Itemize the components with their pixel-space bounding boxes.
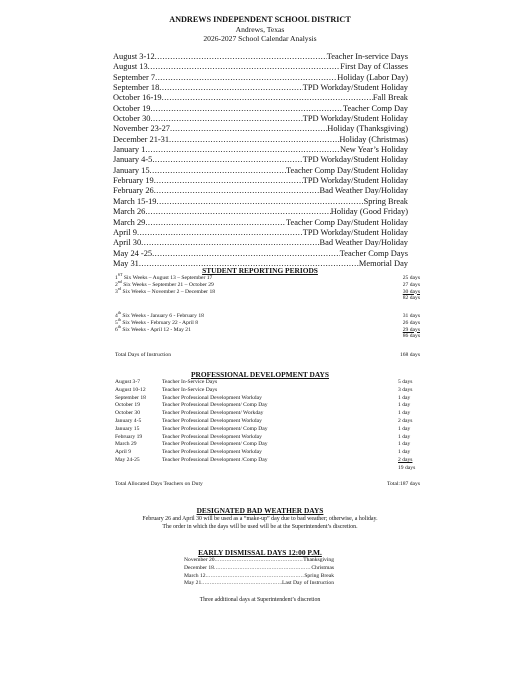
event-date: March 29 [113,217,146,227]
dot-leader [145,207,330,217]
calendar-event-row [113,93,408,103]
pd-row [115,457,420,465]
calendar-event-row [113,145,408,155]
event-date: February 26 [113,186,154,196]
event-date: September 18 [113,83,160,93]
semester-total-row [115,333,420,340]
district-name: ANDREWS INDEPENDENT SCHOOL DISTRICT [169,15,351,24]
dismissal-reason: Spring Break [304,572,334,579]
pd-description: Teacher Professional Development Workday [162,417,262,424]
bad-weather-line-2: The order in which the days will be used will be at the Superintendent’s discretion. [162,524,358,530]
calendar-event-row [113,114,408,124]
pd-description: Teacher Professional Development/ Workday [162,410,264,417]
period-range: Six Weeks – November 2 – December 18 [121,288,216,295]
event-description: Bad Weather Day/Holiday [319,186,408,196]
dot-leader [152,249,340,259]
event-description: TPD Workday/Student Holiday [302,83,408,93]
pd-days: 1 day [398,425,411,432]
period-ordinal: 5 [115,319,118,326]
dot-leader [141,238,319,248]
period-days: 30 days [402,288,420,295]
event-description: Bad Weather Day/Holiday [319,238,408,248]
period-ordinal-suffix: th [117,323,121,329]
pd-row [115,402,420,410]
period-ordinal-suffix: nd [117,278,122,284]
total-allocated-row [115,481,420,488]
calendar-event-row [113,186,408,196]
pd-description: Teacher Professional Development Workday [162,449,262,456]
pd-subtotal-row [115,465,420,473]
period-label [115,272,213,282]
period-label [115,285,216,296]
pd-days: 5 days [398,379,413,385]
event-date: October 30 [113,114,151,124]
pd-description: Teacher Professional Development Workday [162,433,262,440]
period-ordinal-suffix: rd [117,285,122,291]
dot-leader [152,155,302,165]
event-date: October 19 [113,103,151,113]
period-label [115,316,199,327]
reporting-period-row [115,323,420,334]
dot-leader [215,557,304,565]
dot-leader [201,580,282,588]
first-semester-periods [115,272,420,302]
calendar-event-row [113,135,408,145]
event-description: Spring Break [363,196,408,206]
period-ordinal: 3 [115,288,118,295]
event-date: August 13 [113,62,148,72]
period-ordinal-suffix: th [117,316,121,322]
dot-leader [145,145,340,155]
reporting-period-row [115,310,420,320]
pd-days: 1 day [398,433,411,440]
pd-description: Teacher In-Service Days [162,386,218,393]
period-ordinal: 6 [115,326,118,333]
calendar-event-row [113,62,408,72]
pd-row [115,449,420,457]
pd-days: 1 day [398,410,411,417]
pd-days: 1 day [398,402,411,409]
pd-date: September 18 [115,394,146,401]
district-location: Andrews, Texas [235,25,285,34]
pd-row [115,379,420,387]
period-label [115,323,191,334]
period-days: 29 days [402,326,420,333]
pd-days: 3 days [398,386,413,393]
calendar-event-row [113,218,408,228]
period-ordinal-suffix: ST [117,272,123,278]
calendar-event-row [113,52,408,62]
pd-days: 1 day [398,441,411,448]
semester-total-row [115,295,420,302]
dismissal-date: March 12 [184,572,206,579]
event-description: First Day of Classes [340,62,408,72]
pd-description: Teacher Professional Development Workday [162,394,262,401]
dismissal-date: May 21 [184,580,202,587]
total-instruction-label: Total Days of Instruction [115,352,171,358]
pd-description: Teacher In-Service Days [162,379,218,385]
bad-weather-title: DESIGNATED BAD WEATHER DAYS [196,506,324,515]
period-ordinal-suffix: th [117,310,121,316]
calendar-event-row [113,73,408,83]
pd-date: January 4-5 [115,417,142,424]
event-description: TPD Workday/Student Holiday [302,155,408,165]
event-date: January 4-5 [113,155,153,165]
professional-development-table [115,379,420,473]
period-ordinal: 1 [115,275,118,281]
period-days: 31 days [402,313,420,319]
pd-date: May 24-25 [115,456,140,463]
event-description: Teacher In-service Days [326,52,408,61]
dismissal-reason: Thanksgiving [303,557,334,563]
calendar-event-row [113,249,408,259]
pd-row [115,426,420,434]
pd-date: April 9 [115,449,132,456]
event-description: Teacher Comp Day [343,103,408,113]
calendar-event-row [113,166,408,176]
period-range: Six Weeks - February 22 - April 8 [120,319,199,326]
event-description: TPD Workday/Student Holiday [302,114,408,124]
period-range: Six Weeks - January 6 - February 18 [120,313,204,319]
dismissal-reason: Last Day of Instruction [281,580,334,587]
event-date: January 1 [113,145,146,155]
period-days: 25 days [402,275,420,281]
calendar-event-row [113,228,408,238]
event-description: Memorial Day [358,258,408,268]
dot-leader [155,52,327,62]
event-date: March 26 [113,207,146,217]
period-range: Six Weeks – August 13 – September 17 [122,275,213,281]
period-days: 27 days [402,281,420,288]
pd-subtotal: 19 days [398,464,416,471]
period-ordinal: 2 [115,281,118,288]
dot-leader [155,73,337,83]
event-date: August 3-12 [113,52,155,61]
calendar-event-row [113,197,408,207]
second-semester-periods [115,310,420,340]
event-description: TPD Workday/Student Holiday [302,176,408,186]
period-range: Six Weeks - April 12 - May 21 [120,326,191,333]
total-allocated-label: Total Allocated Days Teachers on Duty [115,481,203,487]
event-date: March 15-19 [113,196,157,206]
semester-total-days: 86 days [402,333,420,340]
period-label [115,310,204,320]
pd-days: 1 day [398,394,411,401]
dot-leader [162,93,373,103]
event-description: Teacher Comp Day/Student Holiday [286,165,408,175]
event-date: February 19 [113,176,154,186]
dismissal-date: November 20 [184,557,215,563]
event-date: November 23-27 [113,124,170,134]
early-dismissal-row [184,580,334,588]
pd-date: August 3-7 [115,379,141,385]
pd-days: 2 days [398,417,413,424]
dot-leader [137,228,303,238]
event-date: April 9 [113,227,137,237]
bad-weather-line-1: February 26 and April 30 will be used as a “make-up” day due to bad weather; otherwise, a holiday. [142,516,378,522]
event-description: Teacher Comp Days [339,248,408,258]
calendar-event-row [113,155,408,165]
spacer [115,465,162,473]
event-date: April 30 [113,238,142,248]
event-date: October 16-19 [113,93,162,103]
early-dismissal-row [184,557,334,565]
dot-leader [214,565,311,573]
event-description: New Year’s Holiday [340,145,408,155]
dot-leader [154,176,303,186]
pd-date: January 15 [115,425,140,432]
spacer [162,465,398,473]
pd-date: February 19 [115,433,143,440]
event-date: May 24 -25 [113,248,153,258]
event-date: January 15 [113,165,150,175]
calendar-event-row [113,176,408,186]
semester-total-days: 82 days [402,295,420,302]
reporting-periods-title: STUDENT REPORTING PERIODS [202,266,318,275]
calendar-events-list [113,52,408,269]
dismissal-reason: Christmas [311,564,334,571]
reporting-period-row [115,272,420,282]
event-date: September 7 [113,72,156,82]
total-instruction-row [115,352,420,359]
calendar-event-row [113,238,408,248]
period-days: 26 days [402,319,420,326]
early-dismissal-title: EARLY DISMISSAL DAYS 12:00 P.M. [198,548,322,557]
document-subtitle: 2026-2027 School Calendar Analysis [203,34,317,43]
pd-date: March 29 [115,441,137,448]
pd-description: Teacher Professional Development /Comp Day [162,456,268,463]
event-description: Holiday (Thanksgiving) [327,124,408,134]
dot-leader [148,62,341,72]
dot-leader [150,104,343,114]
early-dismissal-footnote: Three additional days at Superintendent’s discretion [199,597,321,603]
pd-date: October 30 [115,410,141,417]
pd-row [115,418,420,426]
dot-leader [154,186,320,196]
event-date: December 21-31 [113,134,170,144]
pd-days: 2 days [398,456,413,463]
dot-leader [159,83,302,93]
calendar-event-row [113,207,408,217]
event-date: May 31 [113,258,139,268]
calendar-event-row [113,124,408,134]
pd-row [115,387,420,395]
pd-date: August 10-12 [115,386,146,393]
event-description: Teacher Comp Day/Student Holiday [286,217,408,227]
pd-days: 1 day [398,449,411,456]
calendar-event-row [113,83,408,93]
total-instruction-value: 168 days [399,352,420,358]
dismissal-date: December 18 [184,564,214,571]
event-description: TPD Workday/Student Holiday [302,227,408,237]
professional-development-title: PROFESSIONAL DEVELOPMENT DAYS [191,370,329,379]
period-range: Six Weeks – September 21 – October 29 [121,281,214,288]
reporting-period-row [115,285,420,296]
early-dismissal-row [184,565,334,573]
pd-description: Teacher Professional Development/ Comp Day [162,425,268,432]
total-allocated-value: Total:187 days [386,481,420,487]
dot-leader [150,166,286,176]
dot-leader [150,114,302,124]
calendar-event-row [113,104,408,114]
pd-date: October 19 [115,402,141,409]
pd-description: Teacher Professional Development/ Comp Day [162,441,268,448]
dot-leader [157,197,364,207]
pd-description: Teacher Professional Development/ Comp Day [162,402,268,409]
dot-leader [170,124,327,134]
event-description: Holiday (Good Friday) [330,207,408,217]
dot-leader [169,135,339,145]
early-dismissal-list [184,557,334,588]
period-ordinal: 4 [115,313,118,319]
event-description: Fall Break [372,93,408,103]
dot-leader [145,218,286,228]
pd-row [115,410,420,418]
event-description: Holiday (Christmas) [339,134,408,144]
pd-row [115,441,420,449]
event-description: Holiday (Labor Day) [337,72,408,82]
